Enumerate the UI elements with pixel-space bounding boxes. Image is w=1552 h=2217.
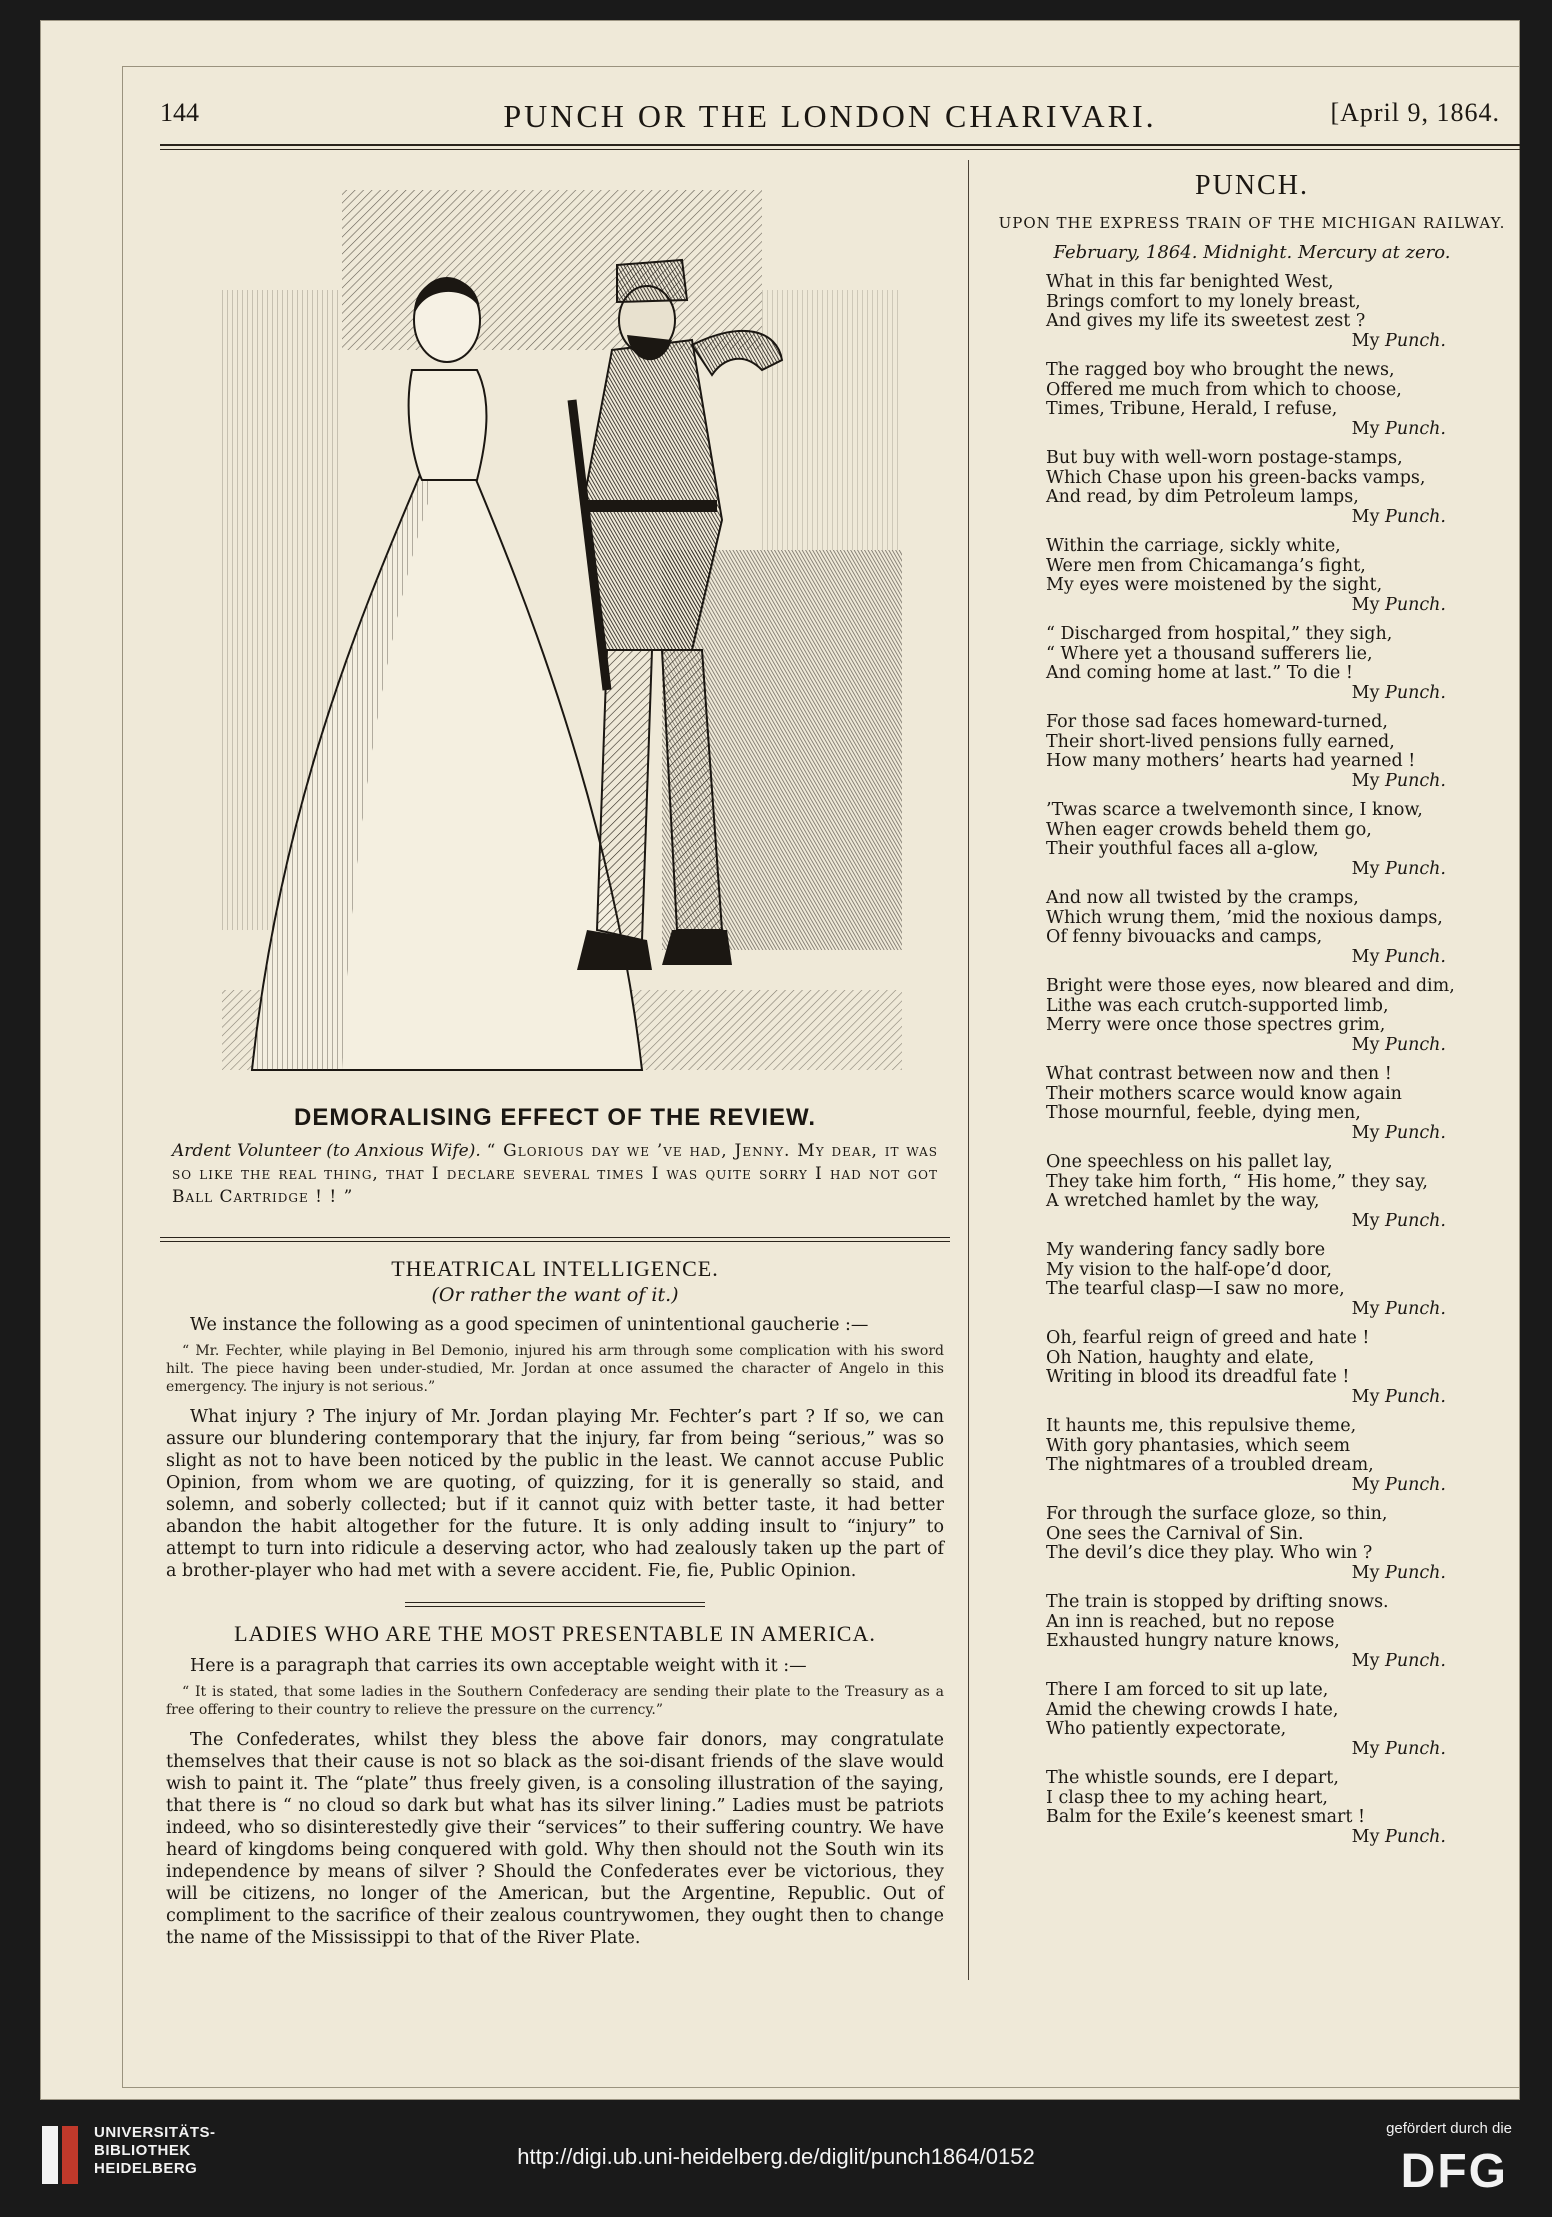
refrain-my: My (1351, 682, 1386, 703)
section-divider-short (405, 1602, 705, 1607)
ladies-body: The Confederates, whilst they bless the above fair donors, may congratulate themselves that their cause is not so black as the soi-disant friends of the slave would wish to paint it. The “plate” thus freely given, is a consoling illustration of the saying, that there is “ no cloud so dark but what has its silver lining.” Ladies must be patriots indeed, who so disinterestedly give their “services” to their suffering country. We have heard of kingdoms being conquered with gold. Why then should not the South win its independence by means of silver ? Should the Confederates ever be victorious, they will be citizens, no longer of the American, but the Argentine, Republic. Out of compliment to the sacrifice of their zealous countrywomen, they ought then to change the name of the Mississippi to that of the River Plate. (166, 1730, 944, 1948)
poem-stanza (1046, 889, 1486, 967)
refrain-punch: Punch. (1385, 1210, 1446, 1231)
poem-refrain (1046, 948, 1486, 968)
library-name-line: UNIVERSITÄTS- (94, 2124, 216, 2141)
poem-line: Which wrung them, ’mid the noxious damps, (1046, 907, 1443, 928)
cartoon-title: DEMORALISING EFFECT OF THE REVIEW. (293, 1104, 816, 1131)
poem-line: Offered me much from which to choose, (1046, 379, 1402, 400)
poem-line: But buy with well-worn postage-stamps, (1046, 448, 1403, 468)
refrain-punch: Punch. (1385, 506, 1446, 527)
poem-line: The tearful clasp—I saw no more, (1046, 1279, 1345, 1299)
poem-refrain (1046, 684, 1486, 704)
poem-line: And gives my life its sweetest zest ? (1046, 311, 1366, 331)
ladies-quote: “ It is stated, that some ladies in the Southern Confederacy are sending their plate to the Treasury as a free offering to their country to relieve the pressure on the currency.” (166, 1684, 944, 1718)
poem-stanza (1046, 361, 1486, 439)
refrain-punch: Punch. (1385, 1298, 1446, 1319)
refrain-my: My (1351, 1034, 1386, 1055)
poem-line: Bright were those eyes, now bleared and dim, (1046, 976, 1455, 996)
poem-line: Oh Nation, haughty and elate, (1046, 1347, 1315, 1368)
poem-line: With gory phantasies, which seem (1046, 1435, 1351, 1456)
poem-refrain (1046, 1036, 1486, 1056)
refrain-punch: Punch. (1385, 682, 1446, 703)
refrain-my: My (1351, 1210, 1386, 1231)
masthead: PUNCH OR THE LONDON CHARIVARI. (503, 98, 1157, 134)
refrain-my: My (1351, 770, 1386, 791)
poem-line: My vision to the half-ope’d door, (1046, 1259, 1332, 1280)
poem-line: “ Where yet a thousand sufferers lie, (1046, 643, 1373, 664)
page-number: 144 (160, 98, 199, 127)
poem-refrain (1046, 1652, 1486, 1672)
poem-line: Of fenny bivouacks and camps, (1046, 927, 1323, 947)
page-header (160, 98, 1500, 138)
refrain-punch: Punch. (1385, 418, 1446, 439)
poem-stanza (1046, 625, 1486, 703)
poem-refrain (1046, 1476, 1486, 1496)
theatrical-subheading: (Or rather the want of it.) (431, 1284, 679, 1306)
poem-refrain (1046, 1828, 1486, 1848)
refrain-my: My (1351, 1650, 1386, 1671)
poem-line: Writing in blood its dreadful fate ! (1046, 1367, 1350, 1387)
caption-speaker: Ardent Volunteer (172, 1141, 321, 1161)
poem-line: They take him forth, “ His home,” they say, (1046, 1171, 1428, 1192)
funding-label: gefördert durch die (1386, 2120, 1512, 2137)
poem-stanza (1046, 1593, 1486, 1671)
cartoon-illustration (222, 170, 902, 1090)
poem-line: Times, Tribune, Herald, I refuse, (1046, 399, 1338, 419)
poem-line: Those mournful, feeble, dying men, (1046, 1103, 1361, 1123)
refrain-my: My (1351, 330, 1386, 351)
refrain-punch: Punch. (1385, 858, 1446, 879)
caption-quote: “ Glorious day we ’ve had, Jenny. My dear, it was so like the real thing, that I declare several times I was quite sorry I had not got Ball Cartridge ! ! ” (172, 1141, 939, 1207)
poem-stanza (1046, 1505, 1486, 1583)
poem-line: Who patiently expectorate, (1046, 1719, 1287, 1739)
poem-refrain (1046, 1388, 1486, 1408)
poem-stanza (1046, 1153, 1486, 1231)
poem-stanza (1046, 977, 1486, 1055)
poem-line: One speechless on his pallet lay, (1046, 1152, 1333, 1172)
poem-stanza (1046, 1065, 1486, 1143)
poem-line: Oh, fearful reign of greed and hate ! (1046, 1328, 1370, 1348)
issue-date: [April 9, 1864. (1330, 98, 1500, 127)
poem-line: “ Discharged from hospital,” they sigh, (1046, 624, 1393, 644)
refrain-my: My (1351, 946, 1386, 967)
source-url[interactable]: http://digi.ub.uni-heidelberg.de/diglit/punch1864/0152 (517, 2144, 1035, 2169)
poem-line: I clasp thee to my aching heart, (1046, 1787, 1328, 1808)
poem-line: And now all twisted by the cramps, (1046, 888, 1359, 908)
poem-line: Were men from Chicamanga’s fight, (1046, 555, 1366, 576)
poem-line: My wandering fancy sadly bore (1046, 1240, 1326, 1260)
poem-line: Their short-lived pensions fully earned, (1046, 731, 1395, 752)
ladies-heading: LADIES WHO ARE THE MOST PRESENTABLE IN AMERICA. (234, 1621, 876, 1646)
poem-subtitle: UPON THE EXPRESS TRAIN OF THE MICHIGAN RAILWAY. (998, 214, 1506, 232)
theatrical-heading: THEATRICAL INTELLIGENCE. (391, 1256, 719, 1281)
digitization-footer (0, 2100, 1552, 2217)
poem-refrain (1046, 1740, 1486, 1760)
refrain-punch: Punch. (1385, 1122, 1446, 1143)
poem-line: Lithe was each crutch-supported limb, (1046, 995, 1389, 1016)
poem-refrain (1046, 508, 1486, 528)
poem-line: The ragged boy who brought the news, (1046, 360, 1395, 380)
poem-line: The devil’s dice they play. Who win ? (1046, 1543, 1373, 1563)
poem-line: A wretched hamlet by the way, (1046, 1191, 1320, 1211)
poem-stanza (1046, 1681, 1486, 1759)
poem-line: What contrast between now and then ! (1046, 1064, 1392, 1084)
refrain-punch: Punch. (1385, 330, 1446, 351)
theatrical-body: What injury ? The injury of Mr. Jordan playing Mr. Fechter’s part ? If so, we can assure our blundering contemporary that the injury, far from being “serious,” was so slight as not to have been noticed by the public in the least. We cannot accuse Public Opinion, from whom we are quoting, of quizzing, for it is generally so staid, and solemn, and soberly collected; but if it cannot quiz with better taste, it had better abandon the habit altogether for the future. It is only adding insult to “injury” to attempt to turn into ridicule a deserving actor, who had zealously taken up the part of a brother-player who had met with a severe accident. Fie, fie, Public Opinion. (166, 1407, 944, 1581)
poem-line: For those sad faces homeward-turned, (1046, 712, 1388, 732)
refrain-punch: Punch. (1385, 770, 1446, 791)
theatrical-intro: We instance the following as a good specimen of unintentional gaucherie :— (190, 1315, 869, 1335)
poem-line: And coming home at last.” To die ! (1046, 663, 1353, 683)
refrain-punch: Punch. (1385, 594, 1446, 615)
engraving-figure (222, 170, 902, 1090)
right-column (972, 170, 1520, 1847)
refrain-punch: Punch. (1385, 1474, 1446, 1495)
poem-line: Balm for the Exile’s keenest smart ! (1046, 1807, 1366, 1827)
poem-line: The nightmares of a troubled dream, (1046, 1455, 1374, 1475)
refrain-punch: Punch. (1385, 1386, 1446, 1407)
ladies-intro: Here is a paragraph that carries its own acceptable weight with it :— (190, 1656, 807, 1676)
poem-refrain (1046, 772, 1486, 792)
poem-refrain (1046, 596, 1486, 616)
poem-line: When eager crowds beheld them go, (1046, 819, 1372, 840)
refrain-punch: Punch. (1385, 1738, 1446, 1759)
poem-stanza (1046, 1241, 1486, 1319)
refrain-punch: Punch. (1385, 946, 1446, 967)
poem-refrain (1046, 860, 1486, 880)
header-rule-thin (160, 149, 1520, 150)
refrain-my: My (1351, 1826, 1386, 1847)
poem-line: For through the surface gloze, so thin, (1046, 1504, 1388, 1524)
refrain-my: My (1351, 858, 1386, 879)
header-rule (160, 144, 1520, 146)
refrain-punch: Punch. (1385, 1826, 1446, 1847)
poem-line: Merry were once those spectres grim, (1046, 1015, 1386, 1035)
poem-line: Their mothers scarce would know again (1046, 1083, 1402, 1104)
poem-stanza (1046, 801, 1486, 879)
poem-line: The whistle sounds, ere I depart, (1046, 1768, 1339, 1788)
poem-line: My eyes were moistened by the sight, (1046, 575, 1383, 595)
poem-line: Amid the chewing crowds I hate, (1046, 1699, 1339, 1720)
library-name-line: HEIDELBERG (94, 2160, 198, 2177)
poem-line: And read, by dim Petroleum lamps, (1046, 487, 1359, 507)
poem-line: What in this far benighted West, (1046, 272, 1334, 292)
poem-line: Brings comfort to my lonely breast, (1046, 291, 1361, 312)
poem-line: There I am forced to sit up late, (1046, 1680, 1329, 1700)
theatrical-quote: “ Mr. Fechter, while playing in Bel Demonio, injured his arm through some complication with his sword hilt. The piece having been under-studied, Mr. Jordan at once assumed the character of Angelo in this emergency. The injury is not serious.” (166, 1343, 944, 1395)
newspaper-page (40, 20, 1520, 2100)
poem-line: How many mothers’ hearts had yearned ! (1046, 751, 1416, 771)
poem-refrain (1046, 1212, 1486, 1232)
poem-refrain (1046, 332, 1486, 352)
column-rule (968, 160, 969, 1980)
poem-stanza (1046, 537, 1486, 615)
poem-body (972, 273, 1520, 1847)
poem-stanza (1046, 449, 1486, 527)
poem-refrain (1046, 1564, 1486, 1584)
poem-line: Exhausted hungry nature knows, (1046, 1631, 1340, 1651)
poem-line: An inn is reached, but no repose (1046, 1611, 1335, 1632)
poem-refrain (1046, 420, 1486, 440)
poem-stanza (1046, 273, 1486, 351)
section-divider (160, 1237, 950, 1242)
refrain-my: My (1351, 506, 1386, 527)
library-name-line: BIBLIOTHEK (94, 2142, 191, 2159)
poem-line: It haunts me, this repulsive theme, (1046, 1416, 1357, 1436)
poem-stanza (1046, 1329, 1486, 1407)
poem-stanza (1046, 713, 1486, 791)
poem-line: Within the carriage, sickly white, (1046, 536, 1341, 556)
refrain-punch: Punch. (1385, 1562, 1446, 1583)
caption-addressee: (to Anxious Wife). (326, 1141, 481, 1161)
poem-stanza (1046, 1769, 1486, 1847)
cartoon-caption (172, 1140, 938, 1209)
refrain-my: My (1351, 1386, 1386, 1407)
poem-stanza (1046, 1417, 1486, 1495)
refrain-my: My (1351, 418, 1386, 439)
poem-refrain (1046, 1300, 1486, 1320)
poem-line: Their youthful faces all a-glow, (1046, 839, 1319, 859)
dfg-logo: DFG (1400, 2145, 1508, 2198)
refrain-my: My (1351, 1298, 1386, 1319)
refrain-my: My (1351, 1122, 1386, 1143)
poem-line: ’Twas scarce a twelvemonth since, I know, (1046, 800, 1423, 820)
poem-line: One sees the Carnival of Sin. (1046, 1523, 1304, 1544)
refrain-my: My (1351, 1562, 1386, 1583)
poem-title: PUNCH. (1195, 170, 1309, 201)
poem-refrain (1046, 1124, 1486, 1144)
left-column (160, 160, 950, 1949)
refrain-punch: Punch. (1385, 1034, 1446, 1055)
refrain-punch: Punch. (1385, 1650, 1446, 1671)
poem-line: Which Chase upon his green-backs vamps, (1046, 467, 1426, 488)
poem-dateline: February, 1864. Midnight. Mercury at zero. (1053, 242, 1451, 263)
poem-line: The train is stopped by drifting snows. (1046, 1592, 1389, 1612)
refrain-my: My (1351, 1738, 1386, 1759)
refrain-my: My (1351, 594, 1386, 615)
refrain-my: My (1351, 1474, 1386, 1495)
